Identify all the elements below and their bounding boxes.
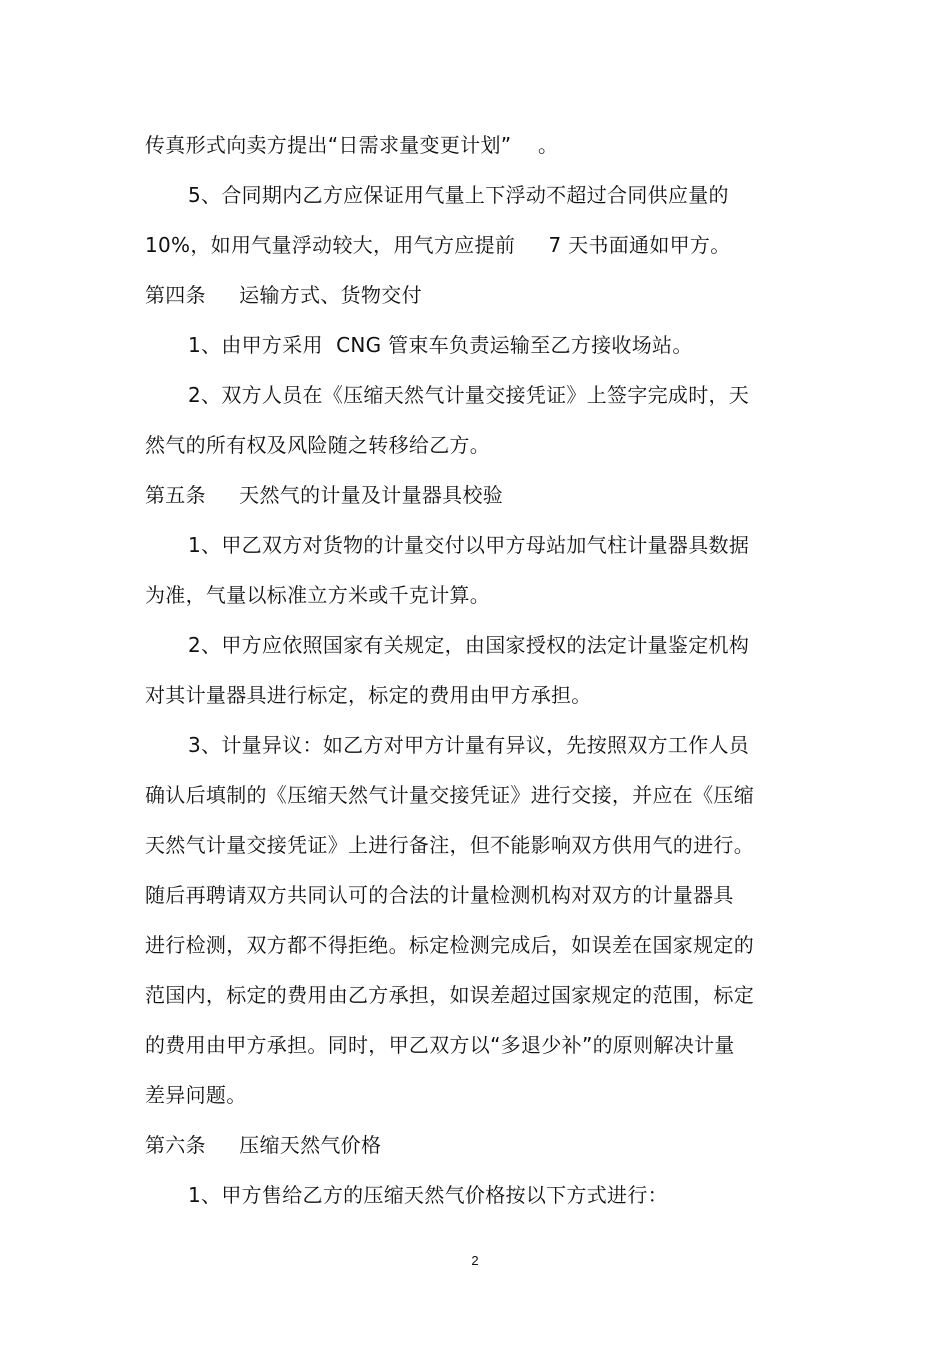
article-heading: 第六条 压缩天然气价格 [145,1133,382,1157]
text-line: 传真形式向卖方提出“日需求量变更计划” 。 [145,133,559,157]
text-line: 差异问题。 [145,1083,247,1107]
text-line: 的费用由甲方承担。同时，甲乙双方以“多退少补”的原则解决计量 [145,1033,735,1057]
text-line: 然气的所有权及风险随之转移给乙方。 [145,433,491,457]
text-line: 1、由甲方采用 CNG 管束车负责运输至乙方接收场站。 [188,333,693,357]
text-line: 范国内，标定的费用由乙方承担，如误差超过国家规定的范围，标定 [145,983,754,1007]
text-line: 天然气计量交接凭证》上进行备注，但不能影响双方供用气的进行。 [145,833,754,857]
text-line: 为准，气量以标准立方米或千克计算。 [145,583,491,607]
text-line: 5、合同期内乙方应保证用气量上下浮动不超过合同供应量的 [188,183,729,207]
text-line: 进行检测，双方都不得拒绝。标定检测完成后，如误差在国家规定的 [145,933,754,957]
page-number: 2 [471,1253,479,1268]
text-line: 3、计量异议：如乙方对甲方计量有异议，先按照双方工作人员 [188,733,750,757]
text-line: 对其计量器具进行标定，标定的费用由甲方承担。 [145,683,592,707]
article-heading: 第四条 运输方式、货物交付 [145,283,422,307]
text-line: 2、甲方应依照国家有关规定，由国家授权的法定计量鉴定机构 [188,633,750,657]
text-line: 1、甲方售给乙方的压缩天然气价格按以下方式进行： [188,1183,668,1207]
text-line: 1、甲乙双方对货物的计量交付以甲方母站加气柱计量器具数据 [188,533,750,557]
article-heading: 第五条 天然气的计量及计量器具校验 [145,483,504,507]
text-line: 随后再聘请双方共同认可的合法的计量检测机构对双方的计量器具 [145,883,734,907]
text-line: 确认后填制的《压缩天然气计量交接凭证》进行交接，并应在《压缩 [145,783,754,807]
text-line: 10%，如用气量浮动较大，用气方应提前 7 天书面通如甲方。 [145,233,731,257]
text-line: 2、双方人员在《压缩天然气计量交接凭证》上签字完成时，天 [188,383,750,407]
